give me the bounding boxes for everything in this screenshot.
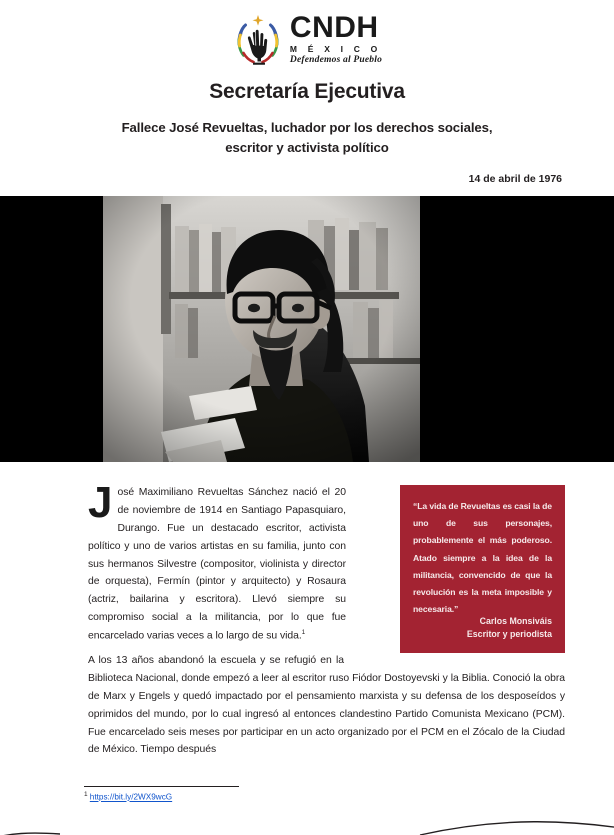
headline-line-2: escritor y activista político xyxy=(225,140,389,156)
footnote-area xyxy=(84,786,334,802)
paragraph-2-block xyxy=(88,652,565,759)
footnote-divider xyxy=(84,786,239,787)
drop-cap: J xyxy=(88,478,113,527)
pull-quote-attribution xyxy=(467,615,552,641)
portrait-photo xyxy=(103,196,420,462)
cndh-emblem-hand-laurel-icon xyxy=(232,12,284,66)
paragraph-1-text: osé Maximiliano Revueltas Sánchez nació el 20 de noviembre de 1914 en Santiago Papasquiaro, Durango. Fue un destacado escritor, activista político y uno de varios artistas en su familia, junto con sus hermanos Silvestre (compositor, violinista y director de orquesta), Fermín (pintor y arquitecto) y Rosaura (actriz, bailarina y escritora). Llevó siempre su compromiso social a la militancia, por lo que fue encarcelado varias veces a lo largo de su vida. xyxy=(88,487,346,642)
footnote-number: 1 xyxy=(84,791,88,798)
pull-quote-box xyxy=(400,485,565,653)
footnote-link[interactable]: https://bit.ly/2WX9wcG xyxy=(89,792,173,802)
headline-line-1: Fallece José Revueltas, luchador por los derechos sociales, xyxy=(121,120,493,135)
quote-box-text-wrap-spacer xyxy=(344,652,565,669)
pull-quote-text: “La vida de Revueltas es casi la de uno de sus personajes, probablemente el más poderoso. Atado siempre a la idea de la militancia, convencido de que la revolución es la meta imposible y necesaria.” xyxy=(413,501,552,615)
paragraph-1 xyxy=(88,478,346,645)
footnote-entry xyxy=(84,791,334,802)
publication-date: 14 de abril de 1976 xyxy=(468,172,562,185)
photo-band xyxy=(0,196,614,462)
paragraph-1-block xyxy=(88,478,346,645)
cndh-logo xyxy=(0,0,614,65)
paragraph-2: A los 13 años abandonó la escuela y se refugió en la Biblioteca Nacional, donde empezó a leer al escritor ruso Fiódor Dostoyevski y la Biblia. Conoció la obra de Marx y Engels y quedó impactado por el pensamiento marxista y su defensa de los desposeídos y oprimidos del mundo, por lo cual ingresó al entonces clandestino Partido Comunista Mexicano (PCM). Fue encarcelado seis meses por participar en un acto organizado por el PCM en el Zócalo de la Ciudad de México. Tiempo después xyxy=(88,655,565,756)
logo-country: M É X I C O xyxy=(289,43,382,54)
pull-quote-author: Carlos Monsiváis xyxy=(479,615,552,626)
logo-acronym: CNDH xyxy=(289,10,379,44)
pull-quote-author-role: Escritor y periodista xyxy=(466,628,552,639)
headline xyxy=(72,118,542,159)
logo-tagline: Defendemos al Pueblo xyxy=(289,55,383,65)
footnote-marker: 1 xyxy=(301,629,306,637)
bottom-decorative-curve xyxy=(0,805,614,835)
page-title: Secretaría Ejecutiva xyxy=(209,80,405,103)
